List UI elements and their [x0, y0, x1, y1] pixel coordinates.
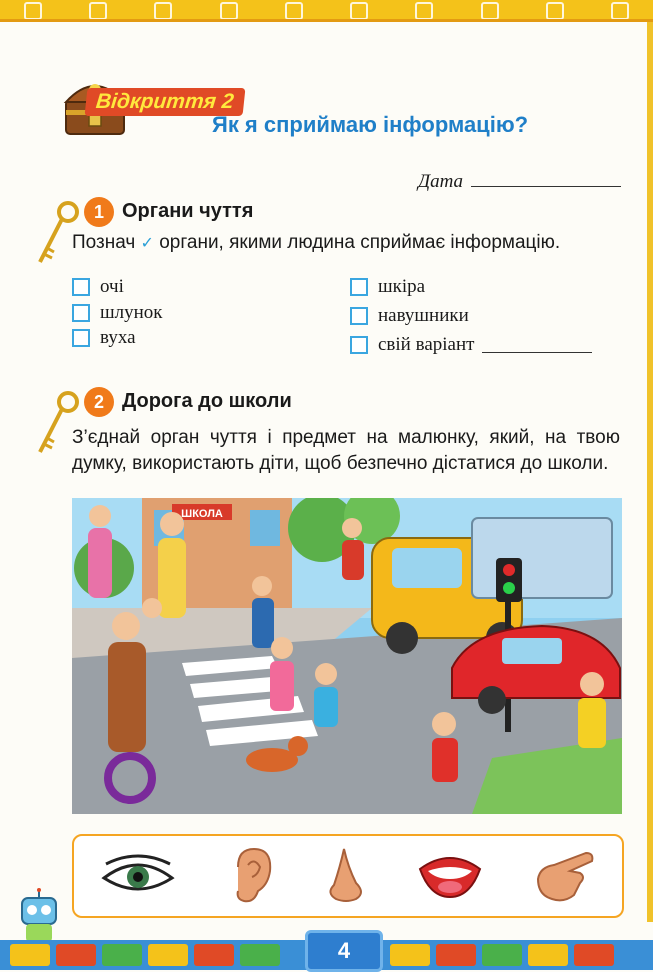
checkbox[interactable] — [350, 307, 368, 325]
date-label: Дата — [418, 171, 464, 192]
hand-icon[interactable] — [534, 849, 596, 903]
task-1-instruction — [72, 232, 560, 254]
instruction-end: органи, якими людина сприймає інформацію. — [159, 232, 561, 253]
checkbox[interactable] — [72, 304, 90, 322]
option-label: очі — [100, 276, 124, 297]
document-icon — [220, 2, 238, 20]
sense-organs-strip — [72, 834, 624, 918]
task-2-text: З’єднай орган чуття і предмет на малюнку, який, на твою думку, використають діти, щоб безпечно дістатися до школи. — [72, 427, 620, 474]
checkbox[interactable] — [72, 278, 90, 296]
option-eyes[interactable] — [72, 276, 124, 298]
page-subtitle: Як я сприймаю інформацію? — [212, 112, 529, 137]
eye-icon[interactable] — [100, 854, 176, 898]
option-own-variant[interactable] — [350, 334, 592, 356]
puzzle-icon — [350, 2, 368, 20]
nose-icon[interactable] — [326, 847, 366, 905]
clock-icon — [415, 2, 433, 20]
search-icon — [89, 2, 107, 20]
robot-mascot-icon — [14, 888, 64, 944]
page-edge-strip — [647, 22, 653, 922]
tablet-icon — [154, 2, 172, 20]
top-decorative-band — [0, 0, 653, 22]
task-2-title: Дорога до школи — [122, 390, 292, 412]
network-icon — [285, 2, 303, 20]
checkbox[interactable] — [350, 278, 368, 296]
option-label: свій варіант — [378, 334, 475, 355]
task-1-title: Органи чуття — [122, 200, 254, 222]
checkmark-icon: ✓ — [140, 235, 154, 252]
scales-icon — [546, 2, 564, 20]
option-label: шкіра — [378, 276, 426, 297]
street-scene-illustration — [72, 498, 622, 814]
checkbox[interactable] — [72, 329, 90, 347]
location-icon — [24, 2, 42, 20]
option-stomach[interactable] — [72, 302, 163, 324]
option-headphones[interactable] — [350, 305, 469, 327]
option-label: шлунок — [100, 302, 163, 323]
mail-icon — [481, 2, 499, 20]
instruction-start: Познач — [72, 232, 136, 253]
option-label: навушники — [378, 305, 469, 326]
page-number: 4 — [305, 930, 383, 972]
option-ears[interactable] — [72, 327, 136, 349]
task-1-number: 1 — [84, 197, 114, 227]
chart-icon — [611, 2, 629, 20]
date-field — [418, 170, 621, 193]
mouth-icon[interactable] — [418, 853, 482, 899]
checkbox[interactable] — [350, 336, 368, 354]
date-blank-line[interactable] — [471, 170, 621, 187]
top-band-line — [0, 19, 653, 22]
school-sign: ШКОЛА — [181, 508, 223, 520]
option-skin[interactable] — [350, 276, 425, 298]
discovery-banner: Відкриття 2 — [85, 88, 245, 116]
option-label: вуха — [100, 327, 136, 348]
task-2-number: 2 — [84, 387, 114, 417]
own-variant-blank-line[interactable] — [482, 338, 592, 353]
ear-icon[interactable] — [228, 847, 274, 905]
